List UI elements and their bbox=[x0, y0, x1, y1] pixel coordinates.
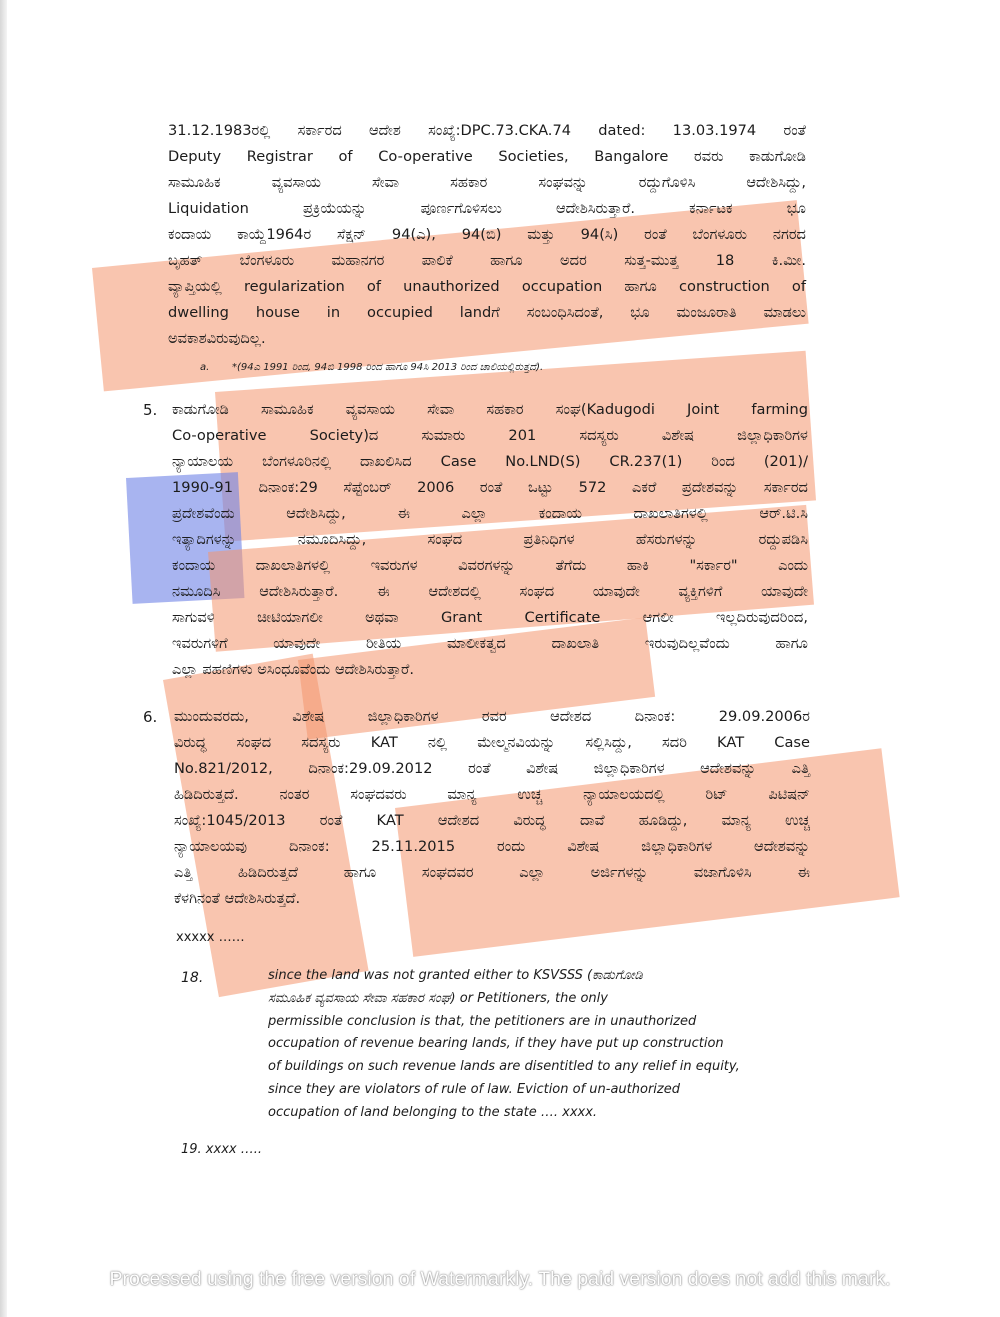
quoted-paragraph-18 bbox=[268, 965, 758, 1125]
paragraph-6 bbox=[174, 704, 810, 912]
footnote-text: *(94ಎ 1991 ರಿಂದ, 94ಬಿ 1998 ರಿಂದ ಹಾಗೂ 94ಸಿ 2013 ರಿಂದ ಚಾಲಿಯಲ್ಲಿರುತ್ತದೆ). bbox=[232, 362, 544, 373]
text-line: ಅವಕಾಶವಿರುವುದಿಲ್ಲ. bbox=[168, 330, 266, 347]
text-line: ವ್ಯಾಪ್ತಿಯಲ್ಲಿ regularization of unauthorized occupation ಹಾಗೂ construction of bbox=[168, 278, 806, 295]
text-line: occupation of land belonging to the state …. xxxx. bbox=[268, 1104, 598, 1120]
text-line: ಮುಂದುವರದು, ವಿಶೇಷ ಜಿಲ್ಲಾಧಿಕಾರಿಗಳ ರವರ ಆದೇಶದ ದಿನಾಂಕ: 29.09.2006ರ bbox=[174, 708, 810, 725]
text-line: ಎಲ್ಲಾ ಪಹಣಿಗಳು ಅಸಿಂಧೂವೆಂದು ಆದೇಶಿಸಿರುತ್ತಾರೆ. bbox=[172, 661, 414, 678]
text-line: ಕಾಡುಗೋಡಿ ಸಾಮೂಹಿಕ ವ್ಯವಸಾಯ ಸೇವಾ ಸಹಕಾರ ಸಂಘ(Kadugodi Joint farming bbox=[172, 401, 808, 418]
quote-number-19: 19. xxxx ….. bbox=[181, 1142, 262, 1157]
text-line: ಕೆಳಗಿನಂತೆ ಆದೇಶಿಸಿರುತ್ತದೆ. bbox=[174, 890, 301, 907]
paragraph-5 bbox=[172, 397, 808, 683]
text-line: ಪ್ರದೇಶವೆಂದು ಆದೇಶಿಸಿದ್ದು, ಈ ಎಲ್ಲಾ ಕಂದಾಯ ದಾಖಲಾತಿಗಳಲ್ಲಿ ಆರ್.ಟಿ.ಸಿ bbox=[172, 505, 808, 522]
text-line: ಎತ್ತಿ ಹಿಡಿದಿರುತ್ತದೆ ಹಾಗೂ ಸಂಘದವರ ಎಲ್ಲಾ ಅರ್ಜಿಗಳನ್ನು ವಜಾಗೊಳಿಸಿ ಈ bbox=[174, 864, 810, 881]
quote-number: 18. bbox=[181, 970, 204, 986]
text-line: ಕಂದಾಯ ಕಾಯ್ದೆ1964ರ ಸೆಕ್ಷನ್ 94(ಎ), 94(ಬಿ) ಮತ್ತು 94(ಸಿ) ರಂತೆ ಬೆಂಗಳೂರು ನಗರದ bbox=[168, 226, 806, 243]
paragraph-number: 6. bbox=[143, 708, 158, 726]
text-line: ಇವರುಗಳಿಗೆ ಯಾವುದೇ ರೀತಿಯ ಮಾಲೀಕತ್ವದ ದಾಖಲಾತಿ ಇರುವುದಿಲ್ಲವೆಂದು ಹಾಗೂ bbox=[172, 635, 808, 652]
ellipsis-text: xxxxx …… bbox=[176, 930, 245, 945]
text-line: ವಿರುದ್ಧ ಸಂಘದ ಸದಸ್ಯರು KAT ನಲ್ಲಿ ಮೇಲ್ಮನವಿಯನ್ನು ಸಲ್ಲಿಸಿದ್ದು, ಸದರಿ KAT Case bbox=[174, 734, 810, 751]
text-line: ನ್ಯಾಯಾಲಯ ಬೆಂಗಳೂರಿನಲ್ಲಿ ದಾಖಲಿಸಿದ Case No.LND(S) CR.237(1) ರಿಂದ (201)/ bbox=[172, 453, 808, 470]
text-line: Liquidation ಪ್ರಕ್ರಿಯೆಯನ್ನು ಪೂರ್ಣಗೊಳಿಸಲು ಆದೇಶಿಸಿರುತ್ತಾರೆ. ಕರ್ನಾಟಕ ಭೂ bbox=[168, 200, 806, 217]
text-line: 31.12.1983ರಲ್ಲಿ ಸರ್ಕಾರದ ಆದೇಶ ಸಂಖ್ಯೆ:DPC.73.CKA.74 dated: 13.03.1974 ರಂತೆ bbox=[168, 122, 806, 139]
text-line: ಬೃಹತ್ ಬೆಂಗಳೂರು ಮಹಾನಗರ ಪಾಲಿಕೆ ಹಾಗೂ ಅದರ ಸುತ್ತ-ಮುತ್ತ 18 ಕಿ.ಮೀ. bbox=[168, 252, 806, 269]
text-line: ಹಿಡಿದಿರುತ್ತದೆ. ನಂತರ ಸಂಘದವರು ಮಾನ್ಯ ಉಚ್ಚ ನ್ಯಾಯಾಲಯದಲ್ಲಿ ರಿಟ್ ಪಿಟಿಷನ್ bbox=[174, 786, 810, 803]
text-line: ಸಾಮೂಹಿಕ ವ್ಯವಸಾಯ ಸೇವಾ ಸಹಕಾರ ಸಂಘವನ್ನು ರದ್ದುಗೊಳಿಸಿ ಆದೇಶಿಸಿದ್ದು, bbox=[168, 174, 806, 191]
text-line: since they are violators of rule of law. Eviction of un-authorized bbox=[268, 1081, 680, 1097]
text-line: ಸಂಖ್ಯೆ:1045/2013 ರಂತೆ KAT ಆದೇಶದ ವಿರುದ್ಧ ದಾವೆ ಹೂಡಿದ್ದು, ಮಾನ್ಯ ಉಚ್ಚ bbox=[174, 812, 810, 829]
text-line: Deputy Registrar of Co-operative Societies, Bangalore ರವರು ಕಾಡುಗೋಡಿ bbox=[168, 148, 806, 165]
text-line: ಕಂದಾಯ ದಾಖಲಾತಿಗಳಲ್ಲಿ ಇವರುಗಳ ವಿವರಗಳನ್ನು ತೆಗೆದು ಹಾಕಿ "ಸರ್ಕಾರ" ಎಂದು bbox=[172, 557, 808, 574]
text-line: ನಮೂದಿಸಿ ಆದೇಶಿಸಿರುತ್ತಾರೆ. ಈ ಆದೇಶದಲ್ಲಿ ಸಂಘದ ಯಾವುದೇ ವ್ಯಕ್ತಿಗಳಿಗೆ ಯಾವುದೇ bbox=[172, 583, 808, 600]
paragraph-4-continued bbox=[168, 118, 806, 352]
text-line: ನ್ಯಾಯಾಲಯವು ದಿನಾಂಕ: 25.11.2015 ರಂದು ವಿಶೇಷ ಜಿಲ್ಲಾಧಿಕಾರಿಗಳ ಆದೇಶವನ್ನು bbox=[174, 838, 810, 855]
text-line: since the land was not granted either to KSVSSS (ಕಾಡುಗೋಡಿ bbox=[268, 968, 643, 983]
text-line: ಸಾಗುವಳಿ ಚೀಟಿಯಾಗಲೀ ಅಥವಾ Grant Certificate ಆಗಲೀ ಇಲ್ಲದಿರುವುದರಿಂದ, bbox=[172, 609, 808, 626]
text-line: of buildings on such revenue lands are disentitled to any relief in equity, bbox=[268, 1059, 740, 1075]
text-line: Co-operative Society)ದ ಸುಮಾರು 201 ಸದಸ್ಯರು ವಿಶೇಷ ಜಿಲ್ಲಾಧಿಕಾರಿಗಳ bbox=[172, 427, 808, 444]
text-line: ಇತ್ಯಾದಿಗಳನ್ನು ನಮೂದಿಸಿದ್ದು, ಸಂಘದ ಪ್ರತಿನಿಧಿಗಳ ಹೆಸರುಗಳನ್ನು ರದ್ದುಪಡಿಸಿ bbox=[172, 531, 808, 548]
text-line: No.821/2012, ದಿನಾಂಕ:29.09.2012 ರಂತೆ ವಿಶೇಷ ಜಿಲ್ಲಾಧಿಕಾರಿಗಳ ಆದೇಶವನ್ನು ಎತ್ತಿ bbox=[174, 760, 810, 777]
text-line: permissible conclusion is that, the petitioners are in unauthorized bbox=[268, 1013, 697, 1029]
paragraph-number: 5. bbox=[143, 401, 158, 419]
text-line: 1990-91 ದಿನಾಂಕ:29 ಸೆಪ್ಟೆಂಬರ್ 2006 ರಂತೆ ಒಟ್ಟು 572 ಎಕರೆ ಪ್ರದೇಶವನ್ನು ಸರ್ಕಾರದ bbox=[172, 479, 808, 496]
footnote-marker: a. bbox=[200, 362, 210, 373]
watermark-text: Processed using the free version of Watermarkly. The paid version does not add this mark. bbox=[109, 1268, 891, 1290]
text-line: occupation of revenue bearing lands, if they have put up construction bbox=[268, 1036, 724, 1052]
text-line: ಸಮೂಹಿಕ ವ್ಯವಸಾಯ ಸೇವಾ ಸಹಕಾರ ಸಂಘ) or Petitioners, the only bbox=[268, 990, 608, 1006]
text-line: dwelling house in occupied landಗೆ ಸಂಬಂಧಿಸಿದಂತೆ, ಭೂ ಮಂಜೂರಾತಿ ಮಾಡಲು bbox=[168, 304, 806, 321]
